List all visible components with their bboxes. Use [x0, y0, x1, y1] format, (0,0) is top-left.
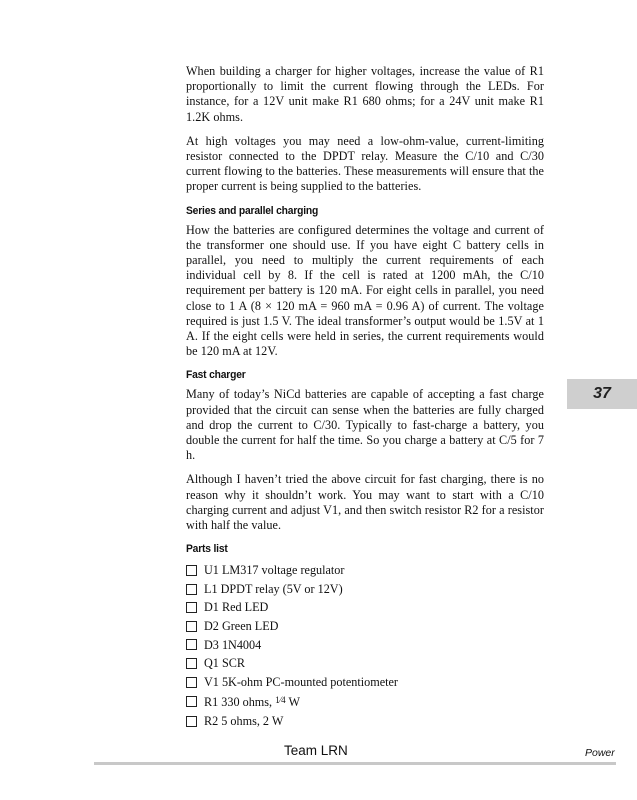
list-item: [186, 712, 544, 731]
footer-title: Team LRN: [284, 743, 348, 758]
paragraph-fast-charging-note: Although I haven’t tried the above circuit for fast charging, there is no reason why it shouldn’t work. You may want to start with a C/10 charging current and adjust V1, and then switch resistor R2 for a resistor with half the value.: [186, 472, 544, 533]
checkbox-icon: [186, 584, 197, 595]
list-item: [186, 580, 544, 599]
page-number: 37: [593, 385, 611, 402]
page-number-tab: [567, 379, 637, 409]
list-item: [186, 636, 544, 655]
part-label: Q1 SCR: [204, 656, 245, 671]
paragraph-r1-voltages: When building a charger for higher voltages, increase the value of R1 proportionally to limit the current flowing through the LEDs. For instance, for a 12V unit make R1 680 ohms; for a 24V unit make R1 1.2K ohms.: [186, 64, 544, 124]
checkbox-icon: [186, 565, 197, 576]
part-unit: W: [285, 695, 300, 710]
checkbox-icon: [186, 716, 197, 727]
list-item: [186, 654, 544, 673]
part-label: D1 Red LED: [204, 600, 269, 615]
part-label: R2 5 ohms, 2 W: [204, 714, 284, 729]
paragraph-nicd-fast-charge: Many of today’s NiCd batteries are capable of accepting a fast charge provided that the circuit can sense when the batteries are fully charged and drop the current to C/30. Typically to fast-charge a battery, you double the current for half the time. So you charge a battery at C/5 for 7 h.: [186, 387, 544, 463]
part-label: D2 Green LED: [204, 619, 279, 634]
paragraph-battery-configuration: How the batteries are configured determines the voltage and current of the transformer one should use. If you have eight C battery cells in parallel, you need to multiply the current requirements of each individual cell by 8. If the cell is rated at 1200 mAh, the C/10 requirement per battery is 120 mA. For eight cells in parallel, you need close to 1 A (8 × 120 mA = 960 mA = 0.96 A) of current. The voltage required is just 1.5 V. The ideal transformer’s output would be 1.5V at 1 A. If the eight cells were held in series, the current requirements would be 120 mA at 12V.: [186, 222, 544, 359]
checkbox-icon: [186, 658, 197, 669]
footer-divider: [94, 762, 616, 765]
heading-parts-list: Parts list: [186, 543, 228, 556]
heading-fast-charger: Fast charger: [186, 369, 246, 382]
heading-series-parallel: Series and parallel charging: [186, 204, 319, 217]
checkbox-icon: [186, 696, 197, 707]
checkbox-icon: [186, 677, 197, 688]
fraction-quarter: 1⁄4: [275, 695, 286, 706]
page-content: [186, 64, 544, 731]
parts-list: [186, 561, 544, 730]
list-item: [186, 617, 544, 636]
checkbox-icon: [186, 639, 197, 650]
part-label: V1 5K-ohm PC-mounted potentiometer: [204, 674, 398, 689]
list-item: [186, 598, 544, 617]
checkbox-icon: [186, 602, 197, 613]
part-label: R1 330 ohms,: [204, 695, 276, 710]
part-label-r1: [204, 691, 300, 712]
list-item: [186, 673, 544, 692]
part-label: D3 1N4004: [204, 637, 262, 652]
footer-section-label: Power: [585, 747, 615, 759]
part-label: U1 LM317 voltage regulator: [204, 563, 345, 578]
part-label: L1 DPDT relay (5V or 12V): [204, 581, 343, 596]
list-item: [186, 561, 544, 580]
list-item: [186, 691, 544, 712]
paragraph-current-limiting: At high voltages you may need a low-ohm-value, current-limiting resistor connected to the DPDT relay. Measure the C/10 and C/30 current flowing to the batteries. These measurements will ensure that the proper current is being supplied to the batteries.: [186, 133, 544, 194]
checkbox-icon: [186, 621, 197, 632]
